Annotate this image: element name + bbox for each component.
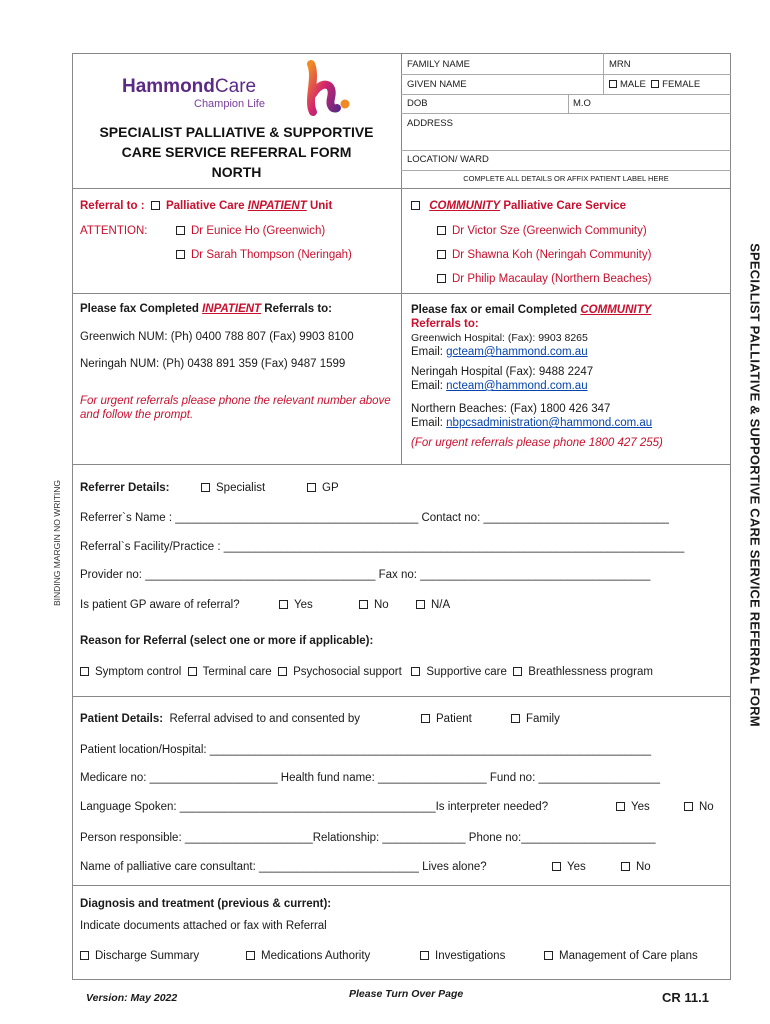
logo-mark-icon (297, 58, 357, 118)
footer-turn-over: Please Turn Over Page (349, 988, 464, 1000)
dob-label: DOB (407, 98, 428, 109)
fax-inpatient-suffix: Referrals to: (261, 303, 333, 315)
interpreter-no[interactable] (684, 801, 714, 813)
doc-discharge[interactable] (80, 950, 199, 962)
patient-label-note: COMPLETE ALL DETAILS OR AFFIX PATIENT LABEL HERE (463, 174, 669, 183)
reason-checkbox[interactable] (278, 667, 287, 676)
neringah-email-label: Email: (411, 380, 447, 392)
male-label: MALE (620, 79, 646, 90)
given-name-label: GIVEN NAME (407, 79, 467, 90)
label-row-line (401, 150, 731, 151)
reason-checkbox[interactable] (513, 667, 522, 676)
referrer-name-field[interactable]: Referrer`s Name : ______________________________________ Contact no: _____________________________ (80, 512, 669, 524)
female-checkbox[interactable] (651, 80, 659, 88)
lives-alone-yes[interactable] (552, 861, 586, 873)
mrn-label: MRN (609, 59, 631, 70)
referral-to-inpatient (80, 200, 332, 212)
doctor-ho-checkbox[interactable] (176, 226, 185, 235)
gp-aware-na-label: N/A (431, 599, 451, 611)
gp-label: GP (322, 482, 339, 494)
gp-aware-na[interactable] (416, 599, 450, 611)
reason-label: Supportive care (426, 666, 507, 678)
logo-tagline: Champion Life (194, 98, 265, 110)
label-col-line (603, 53, 604, 94)
reason-breathlessness[interactable] (513, 666, 653, 678)
lives-alone-no-label: No (636, 861, 651, 873)
label-row-line (401, 94, 731, 95)
interpreter-yes-label: Yes (631, 801, 650, 813)
lives-alone-yes-checkbox[interactable] (552, 862, 561, 871)
greenwich-email-row (411, 345, 588, 359)
doctor-thompson-label: Dr Sarah Thompson (Neringah) (191, 249, 352, 261)
fax-community-prefix: Please fax or email Completed (411, 304, 581, 316)
reason-label: Breathlessness program (528, 666, 653, 678)
community-neringah (411, 365, 593, 393)
reason-checkbox[interactable] (411, 667, 420, 676)
neringah-email-link[interactable]: ncteam@hammond.com.au (446, 380, 588, 392)
doc-medications-label: Medications Authority (261, 950, 371, 962)
patient-advised-label: Referral advised to and consented by (169, 713, 360, 725)
provider-fax-field[interactable]: Provider no: ____________________________________ Fax no: ____________________________________ (80, 569, 651, 581)
attention-label: ATTENTION: (80, 225, 148, 237)
person-responsible-field[interactable]: Person responsible: ____________________Relationship: _____________ Phone no:_____________________ (80, 832, 656, 844)
fax-inpatient-urgent: For urgent referrals please phone the relevant number above and follow the prompt. (80, 395, 391, 421)
inpatient-emphasis: INPATIENT (247, 200, 307, 212)
gp-aware-yes[interactable] (279, 599, 313, 611)
fax-inpatient-emphasis: INPATIENT (202, 303, 262, 315)
doc-investigations[interactable] (420, 950, 505, 962)
consent-family-checkbox[interactable] (511, 714, 520, 723)
medicare-field[interactable]: Medicare no: ____________________ Health fund name: _________________ Fund no: ___________________ (80, 772, 660, 784)
side-title-text: SPECIALIST PALLIATIVE & SUPPORTIVE CARE SERVICE REFERRAL FORM (747, 243, 763, 727)
doc-medications-checkbox[interactable] (246, 951, 255, 960)
doc-discharge-label: Discharge Summary (95, 950, 200, 962)
referrer-heading: Referrer Details: (80, 482, 170, 494)
fax-neringah: Neringah NUM: (Ph) 0438 891 359 (Fax) 9487 1599 (80, 358, 346, 370)
referral-to-community (411, 200, 626, 212)
community-emphasis: COMMUNITY (429, 200, 501, 212)
doctor-macaulay-label: Dr Philip Macaulay (Northern Beaches) (452, 273, 652, 285)
patient-heading: Patient Details: (80, 713, 164, 725)
logo-brand-care: Care (214, 76, 257, 97)
doctor-sze-checkbox[interactable] (437, 226, 446, 235)
reason-terminal-care[interactable] (188, 666, 272, 678)
label-row-line (401, 170, 731, 171)
female-label: FEMALE (662, 79, 701, 90)
interpreter-yes[interactable] (616, 801, 650, 813)
doctor-option-sze[interactable] (437, 225, 647, 237)
patient-location-field[interactable]: Patient location/Hospital: _____________________________________________________________________ (80, 744, 652, 756)
form-title (74, 122, 399, 182)
gp-aware-label: Is patient GP aware of referral? (80, 599, 240, 611)
label-row-line (401, 74, 731, 75)
fax-section-line (72, 464, 731, 465)
beaches-email-link[interactable]: nbpcsadministration@hammond.com.au (446, 417, 653, 429)
consent-family-label: Family (526, 713, 560, 725)
form-title-line2: CARE SERVICE REFERRAL FORM (121, 144, 352, 160)
reason-section-line (72, 696, 731, 697)
doc-care-plans[interactable] (544, 950, 698, 962)
reason-symptom-control[interactable] (80, 666, 181, 678)
inpatient-suffix: Unit (306, 200, 333, 212)
location-ward-label: LOCATION/ WARD (407, 154, 489, 165)
address-label: ADDRESS (407, 118, 453, 129)
consent-family-option[interactable] (511, 713, 560, 725)
male-checkbox[interactable] (609, 80, 617, 88)
gp-aware-yes-label: Yes (294, 599, 313, 611)
referral-divider (401, 188, 402, 464)
doc-care-plans-checkbox[interactable] (544, 951, 553, 960)
beaches-fax: Northern Beaches: (Fax) 1800 426 347 (411, 403, 611, 415)
hammondcare-logo (122, 58, 357, 120)
logo-wordmark (122, 76, 256, 98)
reason-checkbox[interactable] (188, 667, 197, 676)
reason-checkbox[interactable] (80, 667, 89, 676)
form-title-line1: SPECIALIST PALLIATIVE & SUPPORTIVE (99, 124, 374, 140)
reason-options (80, 666, 653, 678)
doctor-koh-label: Dr Shawna Koh (Neringah Community) (452, 249, 652, 261)
reason-label: Symptom control (95, 666, 182, 678)
inpatient-prefix: Palliative Care (165, 200, 248, 212)
patient-section-line (72, 885, 731, 886)
doc-medications[interactable] (246, 950, 370, 962)
referral-to-label: Referral to : (80, 200, 145, 212)
beaches-email-label: Email: (411, 417, 447, 429)
fax-community-heading (411, 303, 651, 331)
greenwich-email-link[interactable]: gcteam@hammond.com.au (446, 346, 588, 358)
interpreter-yes-checkbox[interactable] (616, 802, 625, 811)
specialist-checkbox[interactable] (201, 483, 210, 492)
doctor-option-macaulay[interactable] (437, 273, 651, 285)
doctor-ho-label: Dr Eunice Ho (Greenwich) (191, 225, 326, 237)
consultant-field[interactable]: Name of palliative care consultant: _________________________ Lives alone? (80, 861, 487, 873)
specialist-option[interactable] (201, 482, 265, 494)
neringah-fax: Neringah Hospital (Fax): 9488 2247 (411, 366, 594, 378)
gp-aware-yes-checkbox[interactable] (279, 600, 288, 609)
footer-version: Version: May 2022 (86, 992, 178, 1004)
doc-investigations-label: Investigations (435, 950, 506, 962)
reason-heading: Reason for Referral (select one or more if applicable): (80, 635, 374, 647)
referrer-heading-row (80, 482, 169, 494)
greenwich-email-label: Email: (411, 346, 447, 358)
community-checkbox[interactable] (411, 201, 420, 210)
doc-investigations-checkbox[interactable] (420, 951, 429, 960)
diagnosis-heading: Diagnosis and treatment (previous & current): (80, 898, 332, 910)
label-row-line (401, 113, 731, 114)
community-beaches (411, 402, 652, 430)
doctor-sze-label: Dr Victor Sze (Greenwich Community) (452, 225, 647, 237)
community-greenwich (411, 331, 588, 359)
lives-alone-no[interactable] (621, 861, 651, 873)
fax-inpatient-prefix: Please fax Completed (80, 303, 203, 315)
specialist-label: Specialist (216, 482, 266, 494)
family-name-label: FAMILY NAME (407, 59, 470, 70)
referrer-facility-field[interactable]: Referral`s Facility/Practice : ________________________________________________________________________ (80, 541, 685, 553)
consent-patient-label: Patient (436, 713, 472, 725)
gp-aware-no-label: No (374, 599, 389, 611)
patient-heading-row (80, 713, 360, 725)
doctor-option-ho[interactable] (176, 225, 325, 237)
fax-community-line1 (411, 303, 651, 317)
language-field[interactable]: Language Spoken: ________________________________________Is interpreter needed? (80, 801, 549, 813)
consent-patient-option[interactable] (421, 713, 472, 725)
doctor-macaulay-checkbox[interactable] (437, 274, 446, 283)
gp-checkbox[interactable] (307, 483, 316, 492)
gp-aware-na-checkbox[interactable] (416, 600, 425, 609)
fax-community-line2: Referrals to: (411, 318, 479, 330)
doc-discharge-checkbox[interactable] (80, 951, 89, 960)
gp-aware-no-checkbox[interactable] (359, 600, 368, 609)
doctor-thompson-checkbox[interactable] (176, 250, 185, 259)
reason-label: Terminal care (202, 666, 272, 678)
binding-margin-text: BINDING MARGIN NO WRITING (52, 479, 62, 606)
diagnosis-indicate: Indicate documents attached or fax with Referral (80, 920, 327, 932)
side-title (745, 220, 765, 750)
referral-section-line (72, 293, 731, 294)
neringah-email-row (411, 379, 593, 393)
beaches-email-row (411, 416, 652, 430)
gp-option[interactable] (307, 482, 339, 494)
doctor-koh-checkbox[interactable] (437, 250, 446, 259)
sex-options (609, 79, 700, 90)
inpatient-checkbox[interactable] (151, 201, 160, 210)
mo-label: M.O (573, 98, 591, 109)
doctor-option-koh[interactable] (437, 249, 651, 261)
fax-greenwich: Greenwich NUM: (Ph) 0400 788 807 (Fax) 9903 8100 (80, 331, 354, 343)
interpreter-no-checkbox[interactable] (684, 802, 693, 811)
gp-aware-no[interactable] (359, 599, 389, 611)
community-suffix: Palliative Care Service (500, 200, 627, 212)
consent-patient-checkbox[interactable] (421, 714, 430, 723)
doctor-option-thompson[interactable] (176, 249, 352, 261)
logo-brand-hammond: Hammond (122, 76, 215, 97)
reason-psychosocial[interactable] (278, 666, 402, 678)
fax-community-emphasis: COMMUNITY (580, 304, 652, 316)
interpreter-no-label: No (699, 801, 714, 813)
fax-inpatient-heading (80, 303, 332, 315)
fax-community-urgent: (For urgent referrals please phone 1800 427 255) (411, 437, 663, 449)
binding-margin (50, 470, 64, 615)
reason-supportive-care[interactable] (411, 666, 507, 678)
footer-code: CR 11.1 (662, 990, 709, 1005)
lives-alone-yes-label: Yes (567, 861, 586, 873)
reason-label: Psychosocial support (293, 666, 402, 678)
label-col-line (568, 94, 569, 113)
doc-care-plans-label: Management of Care plans (559, 950, 698, 962)
greenwich-fax: Greenwich Hospital: (Fax): 9903 8265 (411, 332, 588, 344)
lives-alone-no-checkbox[interactable] (621, 862, 630, 871)
form-title-line3: NORTH (211, 164, 262, 180)
